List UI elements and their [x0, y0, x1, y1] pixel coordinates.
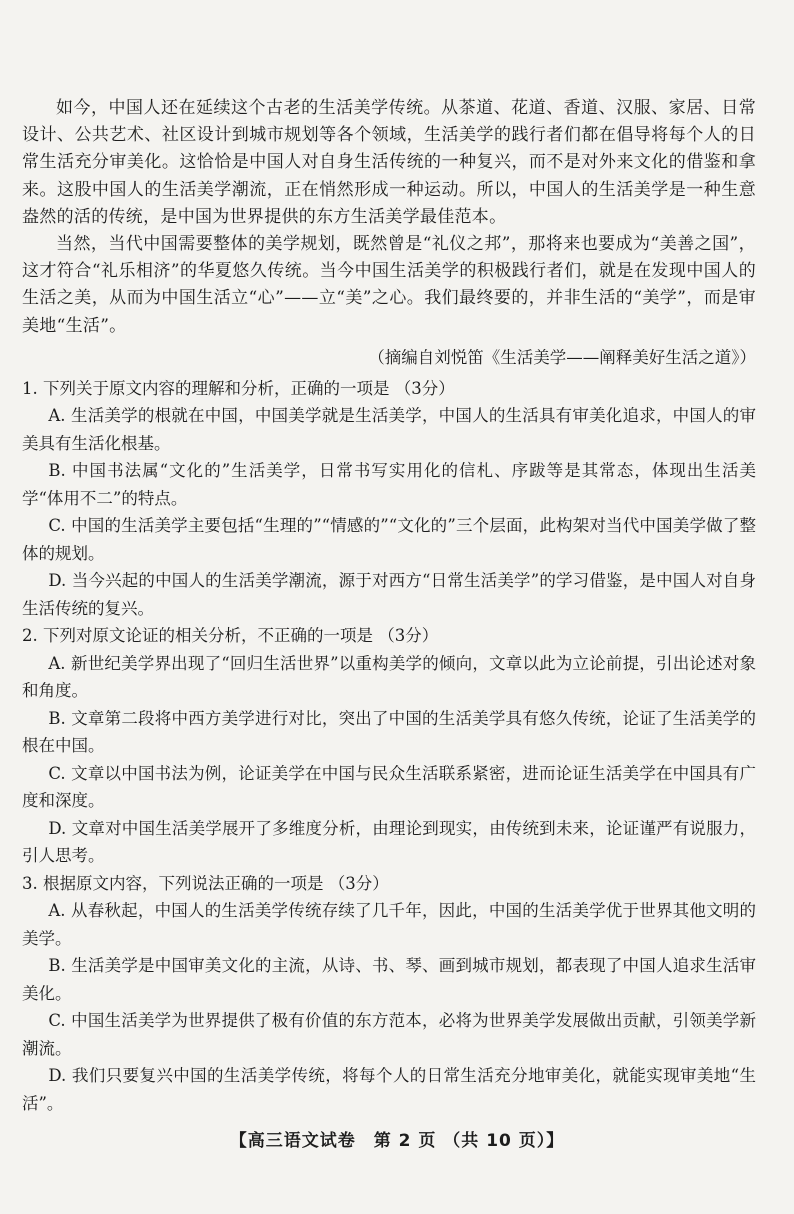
reading-passage — [22, 95, 756, 340]
page-footer: 【高三语文试卷 第 2 页 （共 10 页）】 — [229, 1131, 565, 1151]
option-a: A. 新世纪美学界出现了“回归生活世界”以重构美学的倾向，文章以此为立论前提，引出论述对象和角度。 — [22, 653, 756, 701]
option-d: D. 当今兴起的中国人的生活美学潮流，源于对西方“日常生活美学”的学习借鉴，是中国人对自身生活传统的复兴。 — [22, 571, 756, 618]
question-stem: 2. 下列对原文论证的相关分析，不正确的一项是 （3分） — [22, 626, 439, 646]
option-a: A. 从春秋起，中国人的生活美学传统存续了几千年，因此，中国的生活美学优于世界其他文明的美学。 — [22, 901, 756, 948]
option-c: C. 中国的生活美学主要包括“生理的”“情感的”“文化的”三个层面，此构架对当代中国美学做了整体的规划。 — [22, 516, 756, 563]
passage-paragraph: 当然，当代中国需要整体的美学规划，既然曾是“礼仪之邦”，那将来也要成为“美善之国”，这才符合“礼乐相济”的华夏悠久传统。当今中国生活美学的积极践行者们，就是在发现中国人的生活之美，从而为中国生活立“心”——立“美”之心。我们最终要的，并非生活的“美学”，而是审美地“生活”。 — [22, 234, 756, 336]
source-citation: （摘编自刘悦笛《生活美学——阐释美好生活之道》） — [368, 347, 756, 367]
option-b: B. 生活美学是中国审美文化的主流，从诗、书、琴、画到城市规划，都表现了中国人追求生活审美化。 — [22, 956, 756, 1003]
question-3 — [22, 870, 756, 1118]
option-d: D. 我们只要复兴中国的生活美学传统，将每个人的日常生活充分地审美化，就能实现审美地“生活”。 — [22, 1066, 756, 1113]
option-a: A. 生活美学的根就在中国，中国美学就是生活美学，中国人的生活具有审美化追求，中国人的审美具有生活化根基。 — [22, 406, 756, 453]
question-stem: 3. 根据原文内容，下列说法正确的一项是 （3分） — [22, 873, 389, 893]
question-2 — [22, 622, 756, 870]
option-c: C. 文章以中国书法为例，论证美学在中国与民众生活联系紧密，进而论证生活美学在中国具有广度和深度。 — [22, 763, 756, 811]
question-stem: 1. 下列关于原文内容的理解和分析，正确的一项是 （3分） — [22, 378, 455, 398]
question-1 — [22, 375, 756, 623]
option-b: B. 文章第二段将中西方美学进行对比，突出了中国的生活美学具有悠久传统，论证了生活美学的根在中国。 — [22, 708, 756, 756]
option-c: C. 中国生活美学为世界提供了极有价值的东方范本，必将为世界美学发展做出贡献，引领美学新潮流。 — [22, 1011, 756, 1058]
option-b: B. 中国书法属“文化的”生活美学，日常书写实用化的信札、序跋等是其常态，体现出生活美学“体用不二”的特点。 — [22, 461, 756, 508]
option-d: D. 文章对中国生活美学展开了多维度分析，由理论到现实，由传统到未来，论证谨严有说服力，引人思考。 — [22, 818, 756, 866]
passage-paragraph: 如今，中国人还在延续这个古老的生活美学传统。从茶道、花道、香道、汉服、家居、日常设计、公共艺术、社区设计到城市规划等各个领域，生活美学的践行者们都在倡导将每个人的日常生活充分审美化。这恰恰是中国人对自身生活传统的一种复兴，而不是对外来文化的借鉴和拿来。这股中国人的生活美学潮流，正在悄然形成一种运动。所以，中国人的生活美学是一种生意盎然的活的传统，是中国为世界提供的东方生活美学最佳范本。 — [22, 98, 756, 227]
